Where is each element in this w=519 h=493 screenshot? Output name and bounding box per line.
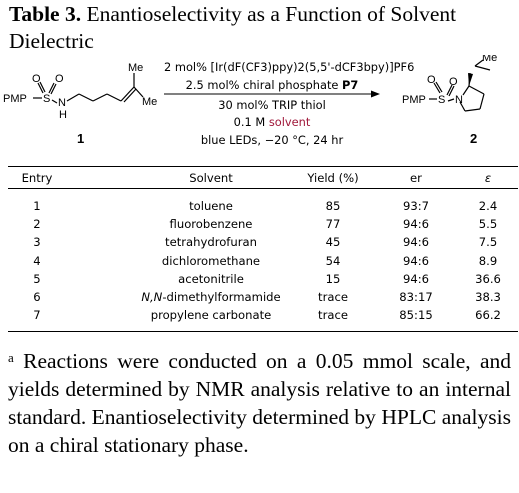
product-me-label: Me xyxy=(482,55,498,64)
condition-line-5 xyxy=(164,133,380,147)
starting-material-number: 1 xyxy=(77,131,85,146)
thiol-text: 30 mol% TRIP thiol xyxy=(218,98,326,112)
cell-er: 94:6 xyxy=(402,272,430,286)
sm-n-label: N xyxy=(58,97,66,109)
product-number: 2 xyxy=(470,131,478,146)
table-top-rule xyxy=(8,166,518,167)
cell-solvent: acetonitrile xyxy=(178,272,244,286)
table-header xyxy=(8,171,518,189)
table-row xyxy=(8,199,518,217)
cell-dielectric: 66.2 xyxy=(475,308,501,322)
solvent-highlight: solvent xyxy=(268,115,311,129)
cell-er: 94:6 xyxy=(402,254,430,268)
cell-solvent: tetrahydrofuran xyxy=(165,235,257,249)
cell-dielectric: 8.9 xyxy=(478,254,498,268)
cell-entry: 4 xyxy=(33,254,41,268)
cell-dielectric: 36.6 xyxy=(475,272,501,286)
concentration-text: 0.1 M xyxy=(233,115,269,129)
cell-yield: trace xyxy=(318,290,348,304)
sm-h-label: H xyxy=(59,109,67,121)
sm-o2-label: O xyxy=(55,73,64,85)
cell-yield: 77 xyxy=(325,217,341,231)
cell-er: 94:6 xyxy=(402,235,430,249)
header-dielectric: ε xyxy=(484,171,492,185)
cell-dielectric: 5.5 xyxy=(478,217,498,231)
catalyst-text: 2 mol% [Ir(dF(CF3)ppy)2(5,5'-dCF3bpy)]PF6 xyxy=(164,60,415,74)
cell-yield: 85 xyxy=(325,199,341,213)
header-yield: Yield (%) xyxy=(307,171,359,185)
footnote-text: Reactions were conducted on a 0.05 mmol scale, and yields determined by NMR analysis relative to an internal standard. Enantioselectivity determined by HPLC analysis on a chiral stationary phase. xyxy=(8,349,511,457)
footnote-marker: a xyxy=(8,350,14,365)
cell-yield: trace xyxy=(318,308,348,322)
header-er: er xyxy=(410,171,422,185)
table-bottom-rule xyxy=(8,331,518,332)
cell-entry: 7 xyxy=(33,308,41,322)
cell-er: 85:15 xyxy=(399,308,433,322)
condition-line-1 xyxy=(164,60,415,74)
caption-text: Enantioselectivity as a Function of Solvent Dielectric xyxy=(9,2,457,53)
sm-o1-label: O xyxy=(32,73,41,85)
product-o2-label: O xyxy=(449,76,458,88)
table-row xyxy=(8,235,518,253)
caption-label: Table 3. xyxy=(9,2,82,26)
sm-pmp-label: PMP xyxy=(3,93,27,105)
header-solvent: Solvent xyxy=(189,171,233,185)
header-entry: Entry xyxy=(21,171,53,185)
table-row xyxy=(8,217,518,235)
product-pmp-label: PMP xyxy=(402,94,426,106)
cell-er: 93:7 xyxy=(402,199,430,213)
cell-er: 83:17 xyxy=(399,290,433,304)
condition-line-3 xyxy=(164,98,380,112)
condition-line-2 xyxy=(164,78,380,92)
sm-me1-label: Me xyxy=(128,62,144,74)
sm-s-label: S xyxy=(43,93,51,105)
table-row xyxy=(8,290,518,308)
cell-entry: 2 xyxy=(33,217,41,231)
cell-yield: 45 xyxy=(325,235,341,249)
phosphate-code: P7 xyxy=(342,78,359,92)
cell-entry: 1 xyxy=(33,199,41,213)
reaction-scheme xyxy=(0,55,519,155)
phosphate-text: 2.5 mol% chiral phosphate xyxy=(185,78,343,92)
table-caption xyxy=(9,1,514,55)
condition-line-4 xyxy=(164,115,380,129)
cell-solvent: toluene xyxy=(189,199,233,213)
cell-dielectric: 7.5 xyxy=(478,235,498,249)
cell-dielectric: 38.3 xyxy=(475,290,501,304)
table-row xyxy=(8,308,518,326)
cell-solvent: dichloromethane xyxy=(161,254,261,268)
cell-solvent: propylene carbonate xyxy=(150,308,272,322)
cell-yield: 54 xyxy=(325,254,341,268)
cell-entry: 5 xyxy=(33,272,41,286)
table-footnote xyxy=(8,344,511,459)
product-s-label: S xyxy=(438,94,446,106)
sm-me2-label: Me xyxy=(142,96,158,108)
conditions-text: blue LEDs, −20 °C, 24 hr xyxy=(200,133,344,147)
cell-solvent: N,N-dimethylformamide xyxy=(141,290,281,304)
table-row xyxy=(8,254,518,272)
product-o1-label: O xyxy=(427,74,436,86)
product-n-label: N xyxy=(455,94,463,106)
table-row xyxy=(8,272,518,290)
cell-entry: 6 xyxy=(33,290,41,304)
cell-er: 94:6 xyxy=(402,217,430,231)
italic-locant: N,N xyxy=(141,290,163,304)
cell-yield: 15 xyxy=(325,272,341,286)
cell-solvent: fluorobenzene xyxy=(169,217,253,231)
cell-entry: 3 xyxy=(33,235,41,249)
cell-dielectric: 2.4 xyxy=(478,199,498,213)
